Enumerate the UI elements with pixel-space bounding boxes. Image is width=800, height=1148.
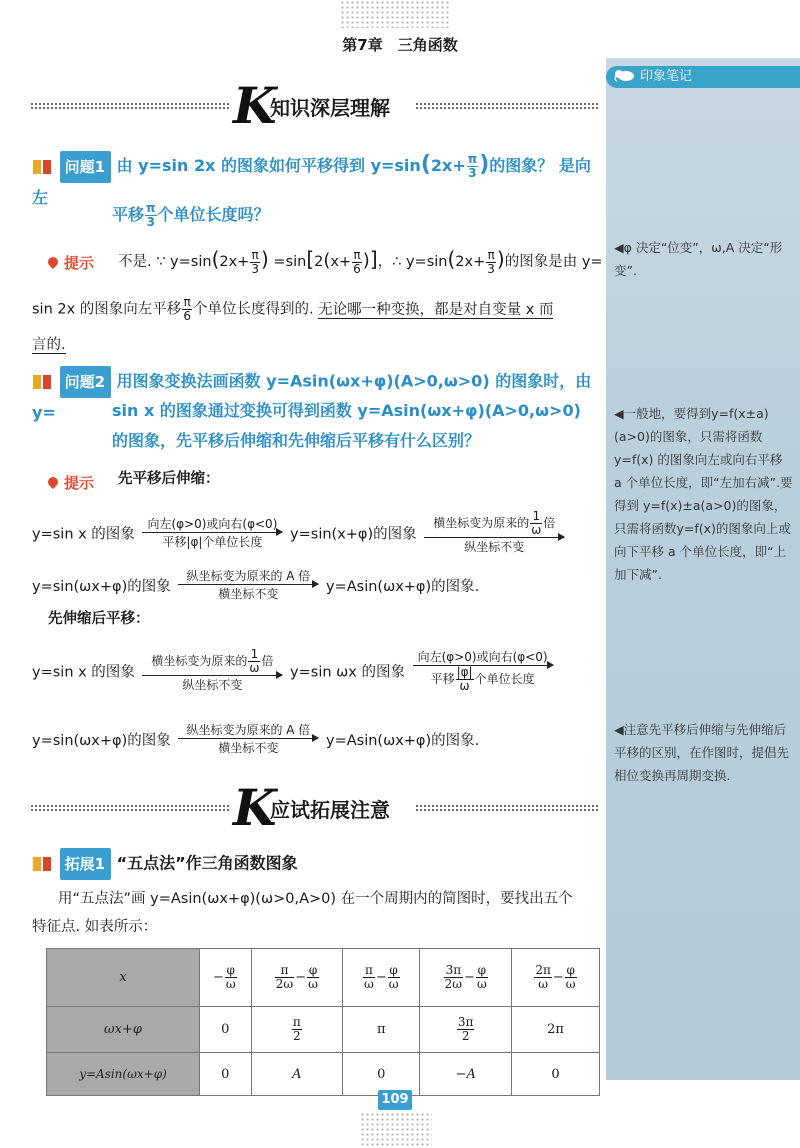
question-tag: 问题1: [32, 151, 111, 183]
table-cell: 0: [200, 1053, 252, 1096]
extension-1-para1: 用“五点法”画 y=Asin(ωx+φ)(ω>0,A>0) 在一个周期内的简图时，要找出五个: [58, 891, 573, 907]
sidebar-note-3: ◀注意先平移后伸缩与先伸缩后平移的区别，在作图时，提倡先相位变换再周期变换.: [614, 722, 790, 783]
elephant-icon: [614, 68, 636, 82]
table-cell: $\frac{\pi}{2\omega}$ − $\frac{\varphi}{\omega}$: [251, 949, 343, 1007]
table-cell: $\frac{\pi}{2}$: [251, 1007, 343, 1053]
question-1-line2: 平移 $\frac{\pi}{3}$ 个单位长度吗？: [112, 201, 270, 229]
book-icon: [32, 157, 52, 177]
section-header-knowledge: [30, 76, 600, 135]
extension-1-para2: 特征点. 如表所示：: [32, 919, 158, 935]
hint-1-label: 提示: [48, 252, 94, 273]
dotted-rule-right: [415, 102, 600, 110]
extension-1: 拓展1 “五点法”作三角函数图象: [32, 848, 602, 880]
section-header-exam: [30, 778, 600, 837]
dotted-rule-left: [30, 102, 230, 110]
table-cell: $\frac{\pi}{\omega}$ − $\frac{\varphi}{\omega}$: [343, 949, 420, 1007]
table-cell: $\frac{3\pi}{2}$: [420, 1007, 512, 1053]
chain-row-2: y=sin(ωx+φ)的图象 纵坐标变为原来的 A 倍 横坐标不变 y=Asin(ωx+φ)的图象.: [32, 569, 480, 601]
sidebar-tab-label: 印象笔记: [640, 69, 693, 84]
section-letter: K: [233, 778, 277, 837]
bottom-decoration: [360, 1112, 432, 1148]
section-title: 应试拓展注意: [270, 798, 390, 822]
five-point-table: [46, 948, 600, 1096]
hint-1-text: 不是. ∵ y=sin(2x+ $\frac{\pi}{3}$ ) =sin[2(x+ $\frac{\pi}{6}$ )]，∴ y=sin(2x+ $\frac{\pi}{3}$ )的图象是由 y=: [118, 247, 603, 276]
sidebar-tab: [606, 66, 800, 88]
question-2: 问题2 用图象变换法画函数 y=Asin(ωx+φ)(A>0,ω>0) 的图象时，由 y=: [32, 366, 602, 428]
table-cell: A: [251, 1053, 343, 1096]
hint-2-sub1: 先平移后伸缩：: [118, 471, 220, 487]
table-cell: − $\frac{\varphi}{\omega}$: [200, 949, 252, 1007]
hint-1-line2: sin 2x 的图象向左平移 $\frac{\pi}{6}$ 个单位长度得到的. 无论哪一种变换，都是对自变量 x 而: [32, 295, 554, 323]
table-cell: $\frac{2\pi}{\omega}$ − $\frac{\varphi}{\omega}$: [511, 949, 599, 1007]
table-cell: $\frac{3\pi}{2\omega}$ − $\frac{\varphi}{\omega}$: [420, 949, 512, 1007]
question-tag: 问题2: [32, 366, 111, 398]
top-decoration: [340, 0, 450, 28]
question-2-line2: sin x 的图象通过变换可得到函数 y=Asin(ωx+φ)(A>0,ω>0): [112, 401, 581, 420]
table-cell: 0: [511, 1053, 599, 1096]
table-row: [47, 949, 600, 1007]
question-2-line3: 的图象，先平移后伸缩和先伸缩后平移有什么区别？: [112, 431, 481, 450]
table-cell: 0: [343, 1053, 420, 1096]
question-1: 问题1 由 y=sin 2x 的图象如何平移得到 y=sin(2x+ $\frac{\pi}{3}$ )的图象？ 是向左: [32, 152, 591, 207]
chain-row-4: y=sin(ωx+φ)的图象 纵坐标变为原来的 A 倍 横坐标不变 y=Asin(ωx+φ)的图象.: [32, 723, 480, 755]
book-icon: [32, 854, 52, 874]
book-icon: [32, 372, 52, 392]
table-cell: π: [343, 1007, 420, 1053]
leaf-icon: [46, 475, 60, 489]
table-row: [47, 1007, 600, 1053]
question-tag: 拓展1: [32, 848, 111, 880]
sidebar-note-1: ◀φ 决定“位变”，ω,A 决定“形变”.: [614, 240, 783, 278]
chain-row-1: y=sin x 的图象 向左(φ>0)或向右(φ<0) 平移|φ|个单位长度 y=sin(x+φ)的图象 横坐标变为原来的 $\frac{1}{\omega}$ 倍 纵坐标不变: [32, 510, 567, 556]
hint-2-sub2: 先伸缩后平移：: [48, 611, 150, 627]
chapter-header: 第7章 三角函数: [342, 36, 458, 54]
section-letter: K: [233, 76, 277, 135]
sidebar-note-2: ◀一般地，要得到y=f(x±a)(a>0)的图象，只需将函数 y=f(x) 的图象向左或向右平移 a 个单位长度，即“左加右减”.要得到 y=f(x)±a(a>0)的图象，只需将函数y=f(x)的图象向上或向下平移 a 个单位长度，即“上加下减”.: [614, 406, 793, 582]
table-cell: 2π: [511, 1007, 599, 1053]
hint-1-line3: 言的.: [32, 337, 66, 353]
row-header: y=Asin(ωx+φ): [47, 1053, 200, 1096]
section-title: 知识深层理解: [270, 96, 390, 120]
leaf-icon: [46, 255, 60, 269]
hint-2-label: 提示: [48, 472, 94, 493]
page-number: 109: [378, 1090, 412, 1110]
table-cell: −A: [420, 1053, 512, 1096]
row-header: x: [47, 949, 200, 1007]
chain-row-3: y=sin x 的图象 横坐标变为原来的 $\frac{1}{\omega}$ 倍 纵坐标不变 y=sin ωx 的图象 向左(φ>0)或向右(φ<0) 平移 $\frac{|\varphi|}{\omega}$ 个单位长度: [32, 648, 556, 694]
row-header: ωx+φ: [47, 1007, 200, 1053]
table-row: [47, 1053, 600, 1096]
table-cell: 0: [200, 1007, 252, 1053]
